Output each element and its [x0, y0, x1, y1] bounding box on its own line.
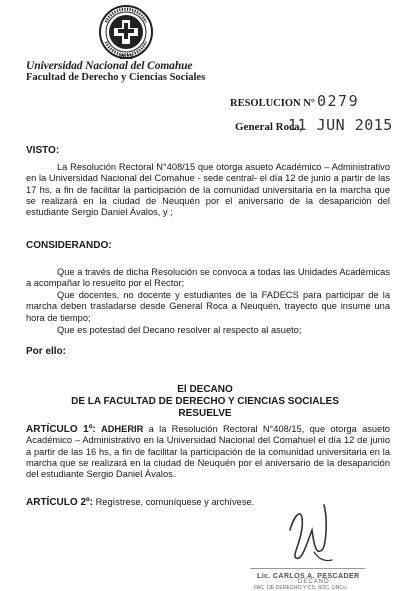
university-name: Universidad Nacional del Comahue: [26, 60, 193, 72]
por-ello-heading: Por ello:: [26, 346, 67, 357]
articulo-1-label: ARTÍCULO 1º:: [26, 424, 96, 435]
visto-heading: VISTO:: [26, 145, 60, 156]
signatory-stamp: FAC. DE DERECHO Y CS. SOC. UNCo.: [254, 585, 348, 591]
articulo-1-verb: ADHERIR: [101, 424, 144, 434]
articulo-2-text: Regístrese, comuníquese y archívese.: [95, 497, 255, 507]
considerando-text-2: Que docentes, no docente y estudiantes de la FADECS para participar de la marcha deben trasladarse desde General Roca a Neuquén, trayecto que insume una hora de tiempo;: [26, 290, 390, 323]
authority-line-3: RESUELVE: [178, 408, 232, 419]
signature-line: [250, 568, 365, 569]
considerando-text-3: Que es potestad del Decano resolver al respecto al asueto;: [57, 325, 302, 335]
considerando-heading: CONSIDERANDO:: [26, 240, 112, 251]
considerando-paragraph-1: [26, 267, 390, 290]
faculty-name: Facultad de Derecho y Ciencias Sociales: [26, 72, 206, 83]
signatory-name: Lic. CARLOS A. PESCADER: [257, 571, 360, 580]
seal-year: 1972: [119, 55, 133, 61]
resolution-date-stamp: 11 JUN 2015: [288, 116, 393, 134]
considerando-paragraph-3: [26, 325, 390, 336]
articulo-1: [26, 424, 390, 480]
authority-line-2: DE LA FACULTAD DE DERECHO Y CIENCIAS SOCIALES: [71, 396, 339, 407]
signatory-role: DECANO: [298, 579, 330, 585]
considerando-paragraph-2: [26, 290, 390, 324]
resolution-label: RESOLUCION N°: [230, 98, 316, 109]
articulo-2-label: ARTÍCULO 2º:: [26, 497, 93, 508]
visto-text: La Resolución Rectoral N°408/15 que otorga asueto Académico – Administrativo en la Universidad Nacional del Comahue - sede central- el día 12 de junio a partir de las 17 hs, a fin de facilitar la participación de la comunidad universitaria en la marcha que se realizará en la ciudad de Neuquén por el aniversario de la desaparición del estudiante Sergio Daniel Ávalos, y ;: [26, 162, 390, 218]
resolution-place: General Roca,: [235, 121, 303, 133]
articulo-1-text: a la Resolución Rectoral N°408/15, que otorga asueto Académico – Administrativo en la Universidad Nacional del Comahuel el día 12 de junio a partir de las 16 hs, a fin de facilitar la participación de la comunidad universitaria en la marcha que se realizará en la ciudad de Neuquén por el aniversario de la desaparición del estudiante Sergio Daniel Ávalos.: [26, 424, 390, 480]
considerando-text-1: Que a través de dicha Resolución se convoca a todas las Unidades Académicas a acompañar lo resuelto por el Rector;: [26, 267, 390, 289]
resolution-number: 0279: [317, 92, 360, 110]
authority-line-1: El DECANO: [177, 384, 233, 395]
handwritten-signature-icon: [252, 500, 372, 570]
visto-paragraph: [26, 162, 390, 218]
